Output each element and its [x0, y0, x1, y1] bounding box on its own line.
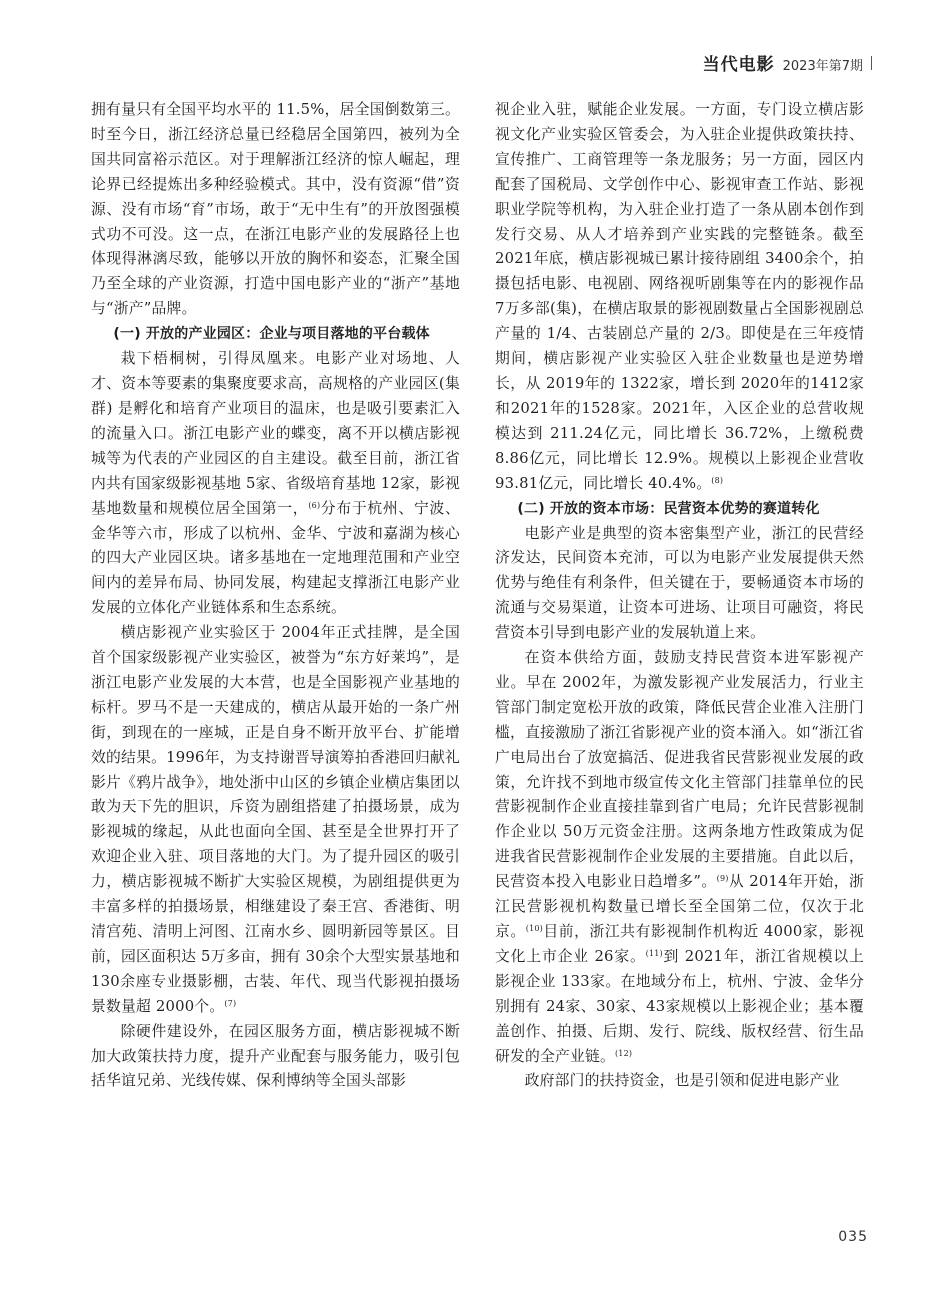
right-column	[495, 98, 864, 1094]
footnote-ref: (7)	[224, 998, 237, 1008]
journal-title: 当代电影	[702, 55, 775, 75]
paragraph: 横店影视产业实验区于 2004年正式挂牌，是全国首个国家级影视产业实验区，被誉为“东方好莱坞”，是浙江电影产业发展的大本营，也是全国影视产业基地的标杆。罗马不是一天建成的，横店从最开始的一条广州街，到现在的一座城，正是自身不断开放平台、扩能增效的结果。1996年，为支持谢晋导演筹拍香港回归献礼影片《鸦片战争》，地处浙中山区的乡镇企业横店集团以敢为天下先的胆识，斥资为剧组搭建了拍摄场景，成为影视城的缘起，从此也面向全国、甚至是全世界打开了欢迎企业入驻、项目落地的大门。为了提升园区的吸引力，横店影视城不断扩大实验区规模，为剧组提供更为丰富多样的拍摄场景，相继建设了秦王宫、香港街、明清宫苑、清明上河图、江南水乡、圆明新园等景区。目前，园区面积达 5万多亩，拥有 30余个大型实景基地和 130余座专业摄影棚，古装、年代、现当代影视拍摄场景数量超 2000个。$^{(7)}$	[91, 624, 460, 1015]
paragraph: 拥有量只有全国平均水平的 11.5%，居全国倒数第三。时至今日，浙江经济总量已经稳居全国第四，被列为全国共同富裕示范区。对于理解浙江经济的惊人崛起，理论界已经提炼出多种经验模式。其中，没有资源“借”资源、没有市场“育”市场，敢于“无中生有”的开放图强模式功不可没。这一点，在浙江电影产业的发展路径上也体现得淋漓尽致，能够以开放的胸怀和姿态，汇聚全国乃至全球的产业资源，打造中国电影产业的“浙产”基地与“浙产”品牌。	[91, 101, 460, 318]
paragraph: 除硬件建设外，在园区服务方面，横店影视城不断加大政策扶持力度，提升产业配套与服务能力，吸引包括华谊兄弟、光线传媒、保利博纳等全国头部影	[91, 1022, 460, 1090]
footnote-ref: (9)	[716, 874, 729, 884]
paragraph: 电影产业是典型的资本密集型产业，浙江的民营经济发达，民间资本充沛，可以为电影产业发展提供天然优势与绝佳有利条件，但关键在于，要畅通资本市场的流通与交易渠道，让资本可进场、让项目可融资，将民营资本引导到电影产业的发展轨道上来。	[495, 524, 864, 642]
section-heading-1: (一) 开放的产业园区：企业与项目落地的平台载体	[113, 326, 430, 343]
paragraph: 视企业入驻，赋能企业发展。一方面，专门设立横店影视文化产业实验区管委会，为入驻企业提供政策扶持、宣传推广、工商管理等一条龙服务；另一方面，园区内配套了国税局、文学创作中心、影视审查工作站、影视职业学院等机构，为入驻企业打造了一条从剧本创作到发行交易、从人才培养到产业实践的完整链条。截至 2021年底，横店影视城已累计接待剧组 3400余个，拍摄包括电影、电视剧、网络视听剧集等在内的影视作品 7万多部(集)，在横店取景的影视剧数量占全国影视剧总产量的 1/4、古装剧总产量的 2/3。即使是在三年疫情期间，横店影视产业实验区入驻企业数量也是逆势增长，从 2019年的 1322家，增长到 2020年的1412家和2021年的1528家。2021年，入区企业的总营收规模达到 211.24亿元，同比增长 36.72%，上缴税费 8.86亿元，同比增长 12.9%。规模以上影视企业营收 93.81亿元，同比增长 40.4%。$^{(8)}$	[495, 101, 864, 492]
left-column	[91, 98, 460, 1094]
footnote-ref: (11)	[645, 948, 663, 958]
paragraph: 政府部门的扶持资金，也是引领和促进电影产业	[524, 1072, 840, 1090]
footnote-ref: (10)	[525, 924, 543, 933]
paragraph: 栽下梧桐树，引得凤凰来。电影产业对场地、人才、资本等要素的集聚度要求高，高规格的产业园区(集群) 是孵化和培育产业项目的温床，也是吸引要素汇入的流量入口。浙江电影产业的蝶变，离不开以横店影视城等为代表的产业园区的自主建设。截至目前，浙江省内共有国家级影视基地 5家、省级培育基地 12家，影视基地数量和规模位居全国第一，$^{(6)}$分布于杭州、宁波、金华等六市，形成了以杭州、金华、宁波和嘉湖为核心的四大产业园区块。诸多基地在一定地理范围和产业空间内的差异布局、协同发展，构建起支撑浙江电影产业发展的立体化产业链体系和生态系统。	[91, 350, 460, 617]
paragraph: 在资本供给方面，鼓励支持民营资本进军影视产业。早在 2002年，为激发影视产业发展活力，行业主管部门制定宽松开放的政策，降低民营企业准入注册门槛，直接激励了浙江省影视产业的资本涌入。如“浙江省广电局出台了放宽搞活、促进我省民营影视业发展的政策，允许找不到地市级宣传文化主管部门挂靠单位的民营影视制作企业直接挂靠到省广电局；允许民营影视制作企业以 50万元资金注册。这两条地方性政策成为促进我省民营影视制作企业发展的主要措施。自此以后，民营资本投入电影业日趋增多”。$^{(9)}$从 2014年开始，浙江民营影视机构数量已增长至全国第二位，仅次于北京。$^{(10)}$目前，浙江共有影视制作机构近 4000家，影视文化上市企业 26家。$^{(11)}$到 2021年，浙江省规模以上影视企业 133家。在地域分布上，杭州、宁波、金华分别拥有 24家、30家、43家规模以上影视企业；基本覆盖创作、拍摄、后期、发行、院线、版权经营、衍生品研发的全产业链。$^{(12)}$	[495, 649, 864, 1065]
section-heading-2: (二) 开放的资本市场：民营资本优势的赛道转化	[517, 500, 820, 517]
running-header	[703, 50, 872, 75]
footnote-ref: (12)	[614, 1048, 633, 1058]
footnote-ref: (6)	[308, 500, 321, 510]
header-divider	[871, 56, 872, 70]
issue-label: 2023年第7期	[782, 59, 863, 74]
footnote-ref: (8)	[711, 475, 724, 485]
page-number: 035	[838, 1229, 868, 1245]
